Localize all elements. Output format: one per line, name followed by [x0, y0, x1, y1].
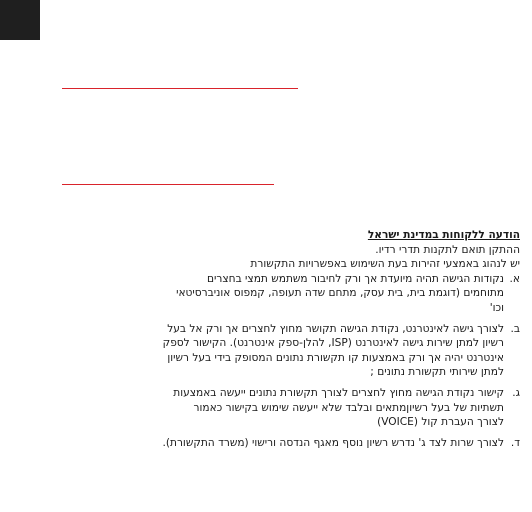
list-item-line: תשתיות של בעל רשיוןמתאים ובלבד שלא ייעשה שימוש בקישור כאמור: [193, 401, 504, 414]
list-item: [20, 322, 520, 380]
list-marker: ד.: [510, 436, 520, 449]
list-item-line: נקודות הגישה תהיה מיועדת אך ורק לחיבור משתמש תמצי בחצרים: [206, 272, 504, 285]
corner-tab-block: [0, 0, 40, 40]
list-item-line: רשיון למתן שירות גישה לאינטרנט (ISP, להלן-ספק אינטרנט). הקישור לספק: [162, 337, 504, 350]
red-divider-line: [62, 184, 274, 185]
list-item: [20, 436, 520, 451]
list-marker: ג.: [512, 386, 520, 399]
list-item-line: מתוחמים (דוגמת בית, בית עסק, מתחם שדה תעופה, קמפוס אוניברסיטאי: [176, 287, 504, 300]
notice-line: יש לנהוג באמצעי זהירות בעת השימוש באפשרויות התקשורת: [250, 258, 520, 271]
list-marker: ב.: [510, 322, 520, 335]
list-item: [20, 386, 520, 430]
notice-line: ההתקן תואם לתקנות תדרי רדיו.: [375, 243, 520, 256]
list-item: [20, 272, 520, 316]
notice-title: הודעה ללקוחות במדינת ישראל: [367, 229, 520, 241]
list-marker: א.: [509, 272, 520, 285]
list-item-line: לצורך שרות לצד ג' נדרש רשיון נוסף מאגף הנדסה ורישוי (משרד התקשורת).: [162, 436, 504, 449]
list-item-line: לצורך העברת קול (VOICE): [377, 416, 504, 429]
israel-regulatory-notice: [20, 228, 520, 450]
list-item-line: אינטרנט יהיה אך ורק באמצעות קו תקשורת נתונים המסופק בידי בעל רשיון: [167, 351, 504, 364]
red-divider-line: [62, 88, 298, 89]
list-item-line: למתן שירותי תקשורת נתונים ;: [370, 366, 504, 379]
list-item-line: לצורך גישה לאינטרנט, נקודת הגישה תקושר מחוץ לחצרים אך ורק אל בעל: [167, 322, 504, 335]
list-item-line: קישור נקודת הגישה מחוץ לחצרים לצורך תקשורת נתונים ייעשה באמצעות: [173, 386, 504, 399]
list-item-line: וכו': [489, 301, 504, 314]
